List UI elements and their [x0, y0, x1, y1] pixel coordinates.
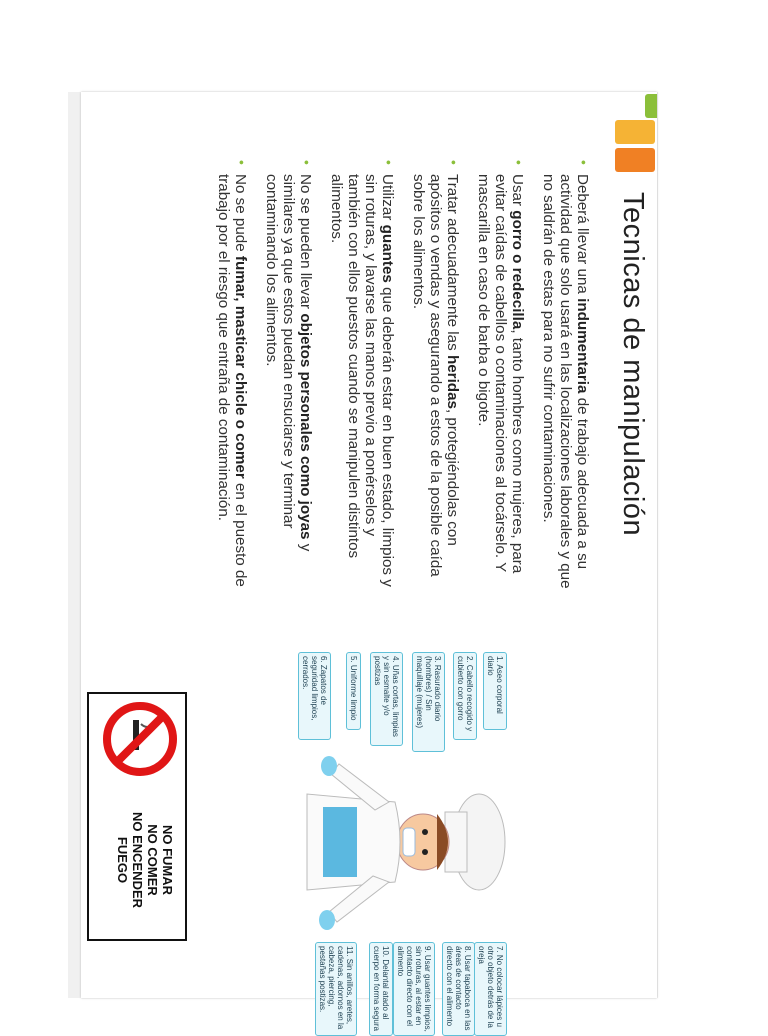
bullet-dot-icon: •	[299, 160, 315, 165]
callout-1: 1. Aseo corporal diario	[483, 652, 507, 730]
slide-title: Tecnicas de manipulación	[617, 192, 649, 537]
bullet-dot-icon: •	[381, 160, 397, 165]
callout-9: 9. Usar guantes limpios, sin roturas, al estar en contacto directo con el alimento	[393, 942, 435, 1036]
slide-content-rotated	[81, 92, 657, 1032]
bullet-item: • No se pueden llevar objetos personales como joyas y similares ya que estos puedan ensuciarse y terminar contaminando los alimentos.	[263, 160, 315, 552]
callout-6: 6. Zapatos de seguridad limpios, cerrados.	[298, 652, 331, 740]
callout-5: 5. Uniforme limpio	[346, 652, 361, 730]
bullet-item: • No se pude fumar, masticar chicle o comer en el puesto de trabajo por el riesgo que entraña de contaminación.	[215, 160, 250, 587]
callout-8: 8. Usar tapaboca en las áreas de contacto directo con el alimento	[442, 942, 475, 1036]
bullet-list	[201, 160, 591, 590]
accent-bar-yellow	[615, 120, 655, 144]
callout-10: 10. Delantal atado al cuerpo en forma segura	[369, 942, 393, 1036]
callout-2: 2. Cabello recogido y cubierto con gorro	[453, 652, 477, 740]
no-smoking-icon	[103, 702, 177, 776]
accent-bar-green	[645, 94, 657, 118]
bullet-dot-icon: •	[234, 160, 250, 165]
callout-7: 7. No colocar lápices u otro objeto detrás de la oreja	[474, 942, 507, 1036]
sign-text: NO FUMAR NO COMER NO ENCENDER FUEGO	[115, 811, 175, 909]
slide	[81, 92, 657, 1032]
accent-bar-orange	[615, 148, 655, 172]
bullet-dot-icon: •	[446, 160, 462, 165]
callout-11: 11. Sin anillos, aretes, cadenas, adornos en la cabeza, piercing, pestañas postizas.	[315, 942, 357, 1036]
bullet-item: • Utilizar guantes que deberán estar en buen estado, limpios y sin roturas, y lavarse las manos previo a ponérselos y también con ellos puestos cuando se manipulen distintos alimentos.	[328, 160, 397, 587]
no-smoking-sign	[87, 692, 187, 941]
bullet-item: • Deberá llevar una indumentaria de trabajo adecuada a su actividad que solo usará en las localizaciones laborales y que no saldrán de estas para no sufrir contaminaciones.	[540, 160, 592, 589]
bullet-item: • Usar gorro o redecilla, tanto hombres como mujeres, para evitar caídas de cabellos o contaminaciones al tocárselo. Y mascarilla en caso de barba o bigote.	[475, 160, 527, 574]
bullet-dot-icon: •	[511, 160, 527, 165]
callout-4: 4. Uñas cortas, limpias y sin esmalte y/o postizas	[370, 652, 403, 746]
callout-3: 3. Rasurado diario (hombres) / Sin maquillaje (mujeres)	[412, 652, 445, 752]
bullet-dot-icon: •	[576, 160, 592, 165]
bullet-item: • Tratar adecuadamente las heridas, protegiéndolas con apósitos o vendas y asegurando a estos de la posible caída sobre los alimentos.	[410, 160, 462, 577]
